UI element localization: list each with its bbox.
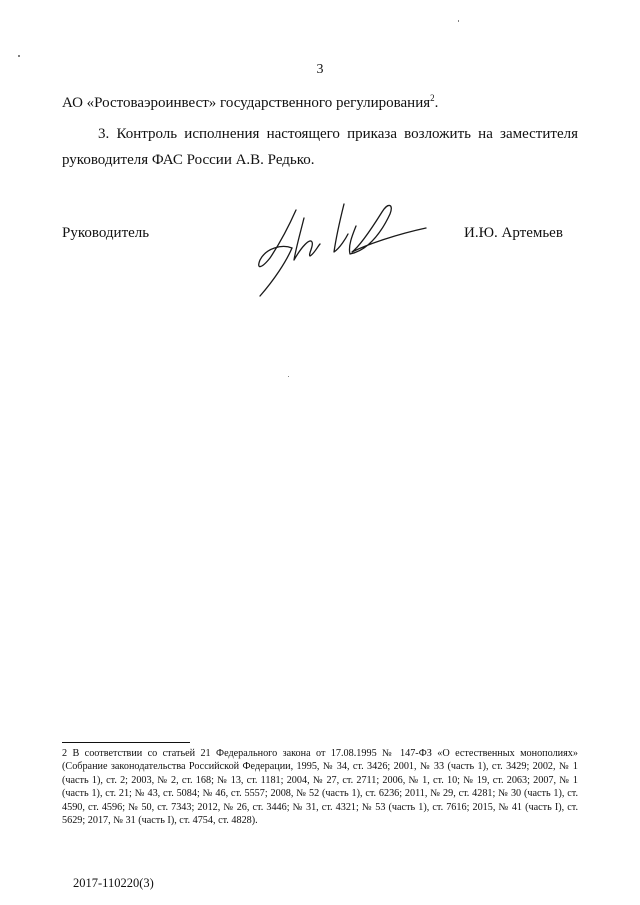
paragraph-2-line-1: 3. Контроль исполнения настоящего приказа возложить на заместителя xyxy=(98,126,578,142)
paragraph-2-line-2: руководителя ФАС России А.В. Редько. xyxy=(62,152,315,168)
page-number: 3 xyxy=(316,62,324,77)
footnote-separator xyxy=(62,742,190,743)
signer-name: И.Ю. Артемьев xyxy=(464,225,563,241)
paragraph-1-trailing: . xyxy=(434,95,439,111)
signer-position: Руководитель xyxy=(62,225,150,241)
paragraph-1-text: АО «Ростоваэроинвест» государственного регулирования xyxy=(62,95,431,111)
scan-speck xyxy=(288,376,289,377)
handwritten-signature xyxy=(248,198,428,303)
scan-speck xyxy=(458,20,459,22)
paragraph-1 xyxy=(62,93,438,113)
paragraph-2 xyxy=(62,121,578,173)
footnote-reference: 2 xyxy=(430,93,435,103)
footnote-text: 2 В соответствии со статьей 21 Федерального закона от 17.08.1995 № 147-ФЗ «О естественных монополиях» (Собрание законодательства Российской Федерации, 1995, № 34, ст. 3426; 2001, № 33 (часть 1), ст. 3429; 2002, № 1 (часть 1), ст. 2; 2003, № 2, ст. 168; № 13, ст. 1181; 2004, № 27, ст. 2711; 2006, № 1, ст. 10; № 19, ст. 2063; 2007, № 1 (часть 1), ст. 21; № 43, ст. 5084; № 46, ст. 5557; 2008, № 52 (часть 1), ст. 6236; 2011, № 29, ст. 4281; № 30 (часть 1), ст. 4590, ст. 4596; № 50, ст. 7343; 2012, № 26, ст. 3446; № 31, ст. 4321; № 53 (часть 1), ст. 7616; 2015, № 41 (часть I), ст. 5629; 2017, № 31 (часть I), ст. 4754, ст. 4828). xyxy=(62,748,578,827)
scan-speck xyxy=(18,55,20,57)
document-code: 2017-110220(3) xyxy=(73,876,154,890)
